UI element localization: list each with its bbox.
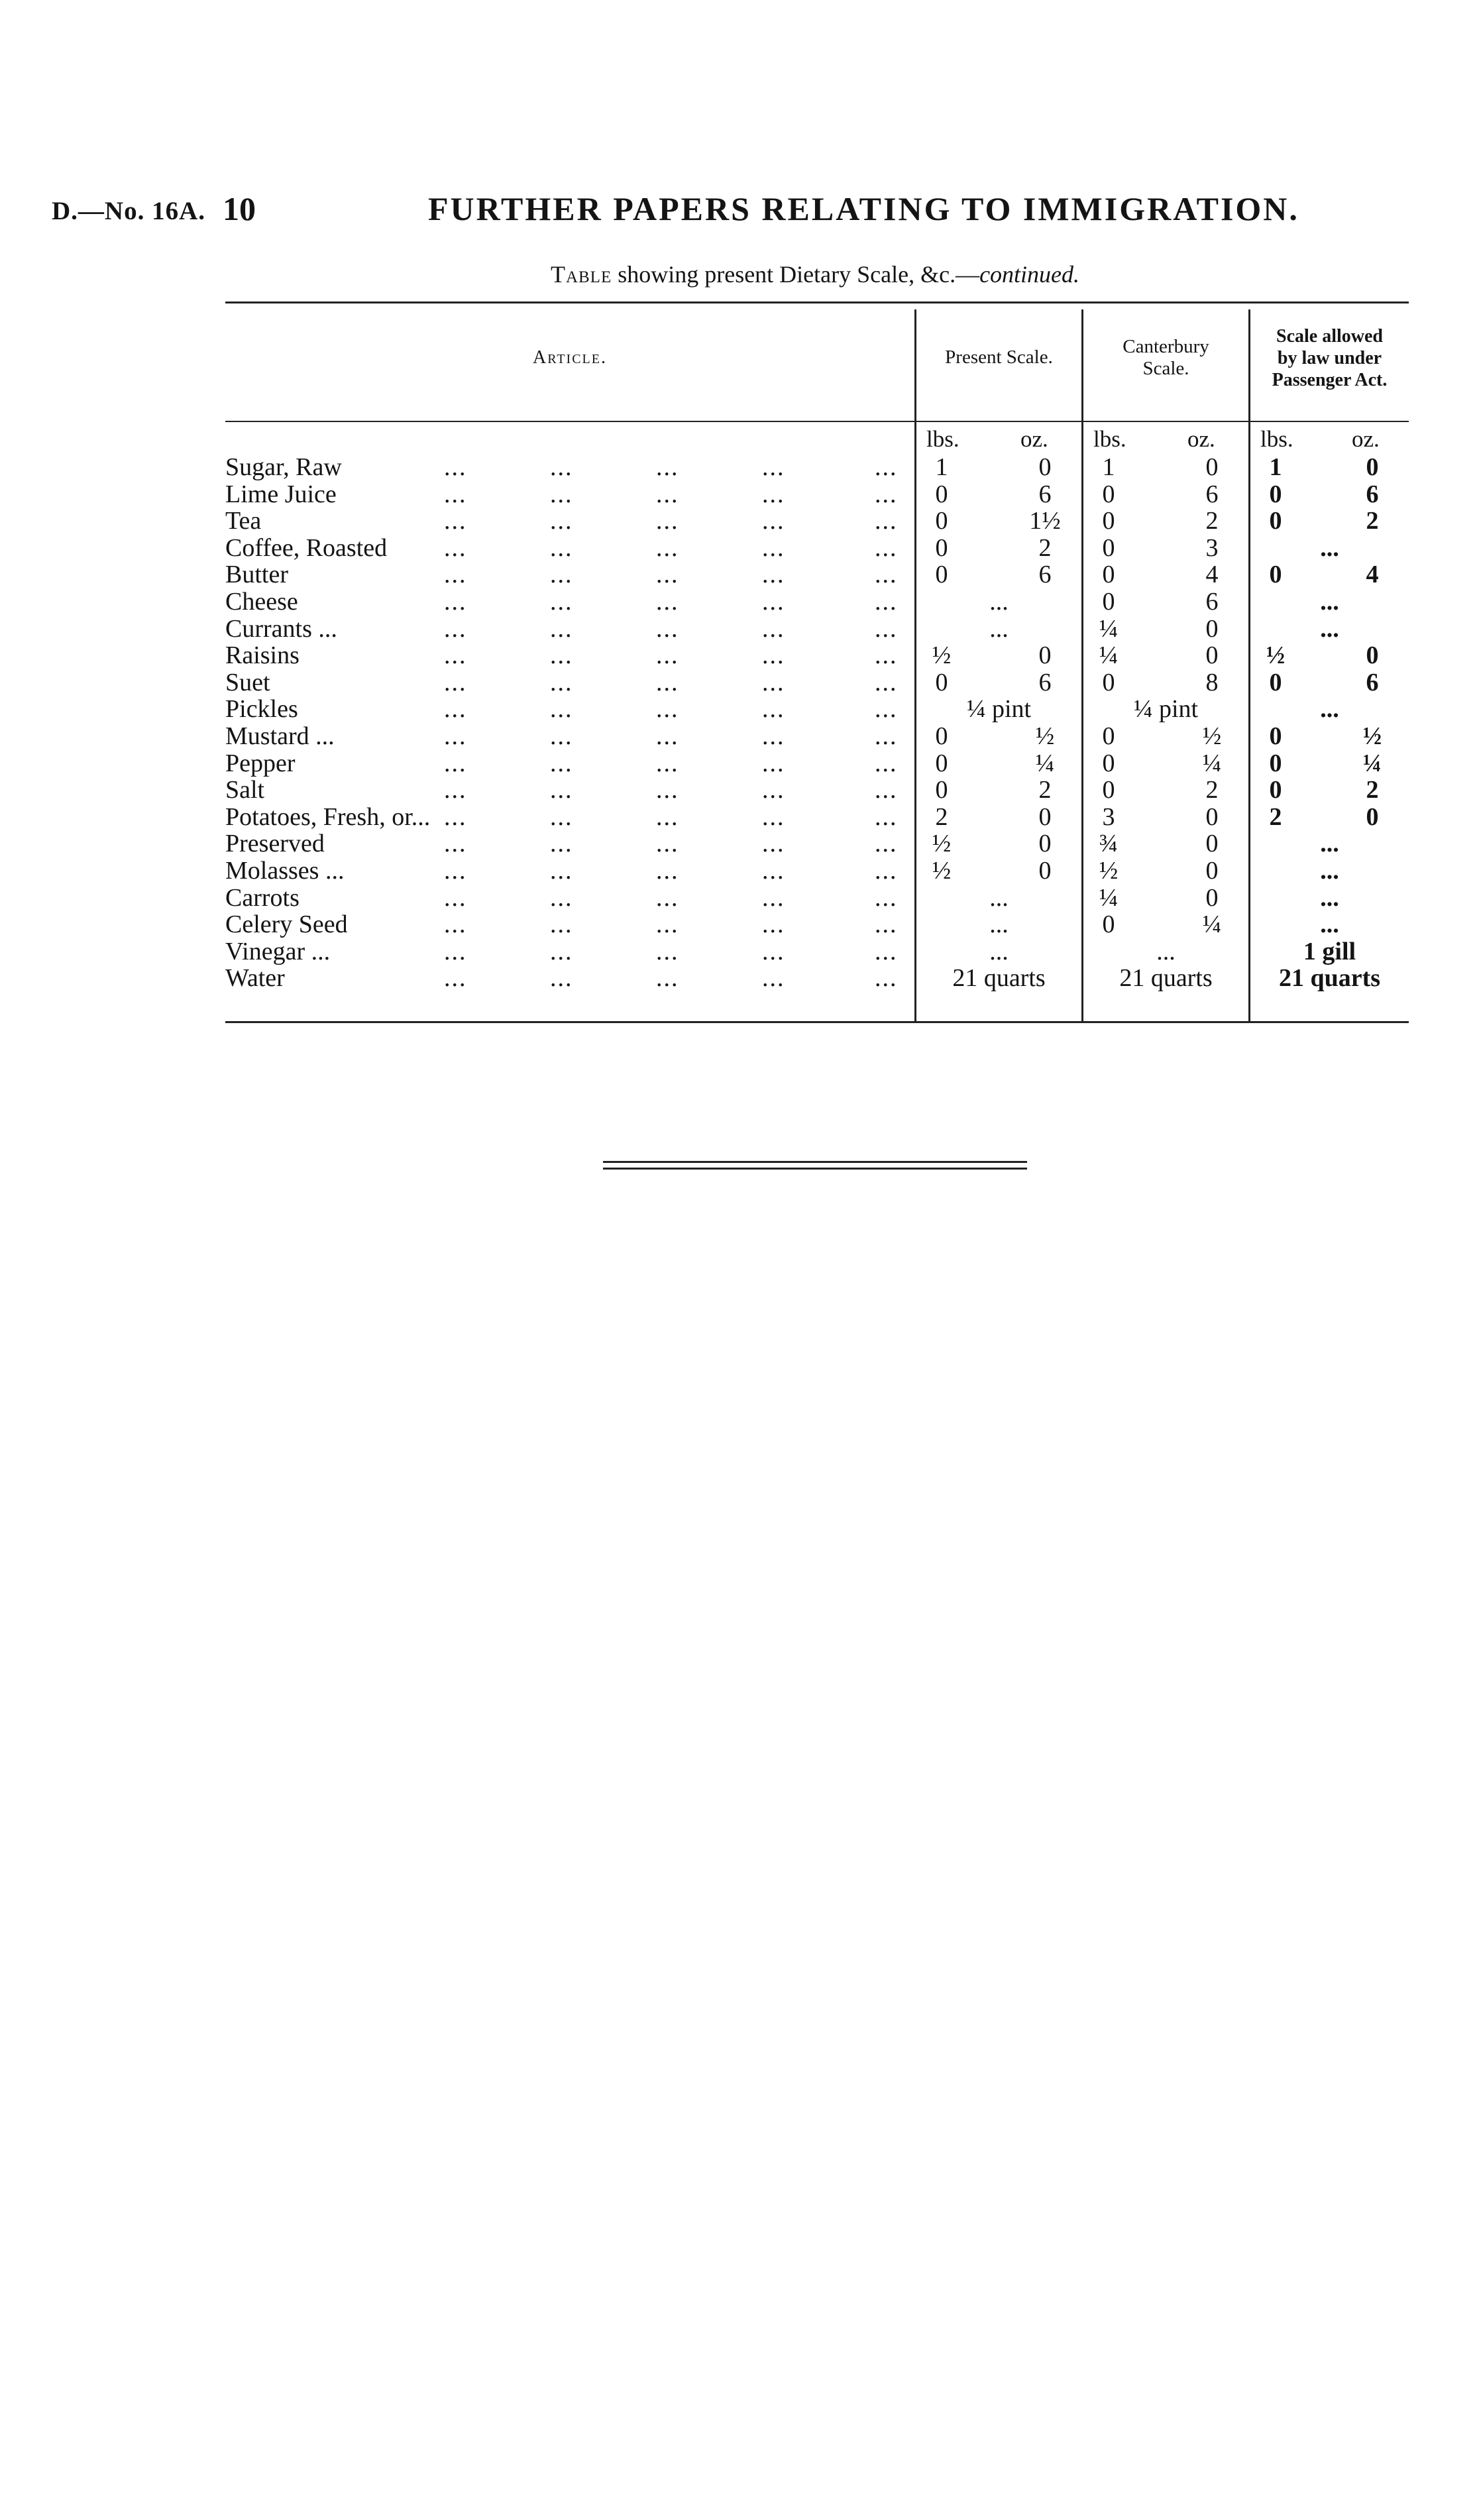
dot-leader: ... bbox=[656, 533, 679, 562]
dot-leader: ... bbox=[656, 883, 679, 912]
dot-leader: ... bbox=[550, 722, 573, 750]
law-oz: ½ bbox=[1362, 722, 1382, 750]
canterbury-lbs: 0 bbox=[1102, 749, 1115, 777]
canterbury-oz: 8 bbox=[1205, 668, 1219, 696]
table-row bbox=[225, 965, 1409, 992]
dot-leader: ... bbox=[656, 453, 679, 481]
dot-leader: ... bbox=[762, 533, 785, 562]
dot-leader: ... bbox=[762, 614, 785, 643]
law-oz: ¼ bbox=[1362, 749, 1382, 777]
table-row bbox=[225, 804, 1409, 831]
article-name: Vinegar ... bbox=[225, 937, 331, 965]
dot-leader: ... bbox=[444, 802, 467, 831]
law-lbs: 0 bbox=[1269, 507, 1282, 535]
canterbury-value: ¼ pint bbox=[1133, 695, 1199, 724]
caption-tail: continued. bbox=[979, 261, 1080, 288]
canterbury-lbs: ¼ bbox=[1099, 641, 1119, 670]
dot-leader: ... bbox=[550, 883, 573, 912]
article-name: Pickles bbox=[225, 695, 298, 724]
unit-lbs: lbs. bbox=[1093, 426, 1126, 452]
dot-leader: ... bbox=[550, 587, 573, 616]
dot-leader: ... bbox=[762, 776, 785, 804]
dot-leader: ... bbox=[875, 856, 898, 885]
present-oz: ¼ bbox=[1035, 749, 1055, 777]
dot-leader: ... bbox=[444, 722, 467, 750]
dot-leader: ... bbox=[762, 749, 785, 777]
canterbury-lbs: ¼ bbox=[1099, 883, 1119, 912]
canterbury-lbs: 0 bbox=[1102, 480, 1115, 508]
dot-leader: ... bbox=[875, 722, 898, 750]
dot-leader: ... bbox=[656, 507, 679, 535]
dot-leader: ... bbox=[550, 614, 573, 643]
canterbury-oz: 0 bbox=[1205, 830, 1219, 858]
law-oz: 0 bbox=[1366, 641, 1379, 670]
canterbury-lbs: 0 bbox=[1102, 910, 1115, 939]
canterbury-value: ... bbox=[1156, 937, 1176, 965]
law-value: ... bbox=[1320, 830, 1339, 858]
canterbury-lbs: 0 bbox=[1102, 533, 1115, 562]
table-row bbox=[225, 777, 1409, 804]
law-value: ... bbox=[1320, 614, 1339, 643]
dot-leader: ... bbox=[762, 910, 785, 939]
page-title: FURTHER PAPERS RELATING TO IMMIGRATION. bbox=[428, 190, 1299, 227]
present-lbs: 0 bbox=[935, 668, 948, 696]
article-name: Preserved bbox=[225, 830, 325, 858]
dot-leader: ... bbox=[762, 641, 785, 670]
unit-oz: oz. bbox=[1020, 426, 1048, 452]
present-oz: 2 bbox=[1038, 533, 1052, 562]
table-row bbox=[225, 561, 1409, 588]
table-row bbox=[225, 911, 1409, 938]
law-header-line: by law under bbox=[1277, 348, 1382, 368]
table-row bbox=[225, 669, 1409, 696]
present-lbs: 0 bbox=[935, 749, 948, 777]
dietary-scale-table bbox=[225, 301, 1409, 1024]
dot-leader: ... bbox=[762, 668, 785, 696]
canterbury-oz: 0 bbox=[1205, 856, 1219, 885]
dot-leader: ... bbox=[762, 561, 785, 589]
unit-lbs: lbs. bbox=[926, 426, 959, 452]
law-lbs: 0 bbox=[1269, 776, 1282, 804]
canterbury-oz: 2 bbox=[1205, 776, 1219, 804]
dot-leader: ... bbox=[656, 641, 679, 670]
table-row bbox=[225, 508, 1409, 535]
dot-leader: ... bbox=[550, 910, 573, 939]
dot-leader: ... bbox=[550, 830, 573, 858]
dot-leader: ... bbox=[444, 695, 467, 724]
dot-leader: ... bbox=[875, 695, 898, 724]
canterbury-lbs: 0 bbox=[1102, 668, 1115, 696]
law-lbs: ½ bbox=[1266, 641, 1286, 670]
header-bottom-rule bbox=[225, 421, 1409, 422]
canterbury-oz: 0 bbox=[1205, 614, 1219, 643]
dot-leader: ... bbox=[444, 856, 467, 885]
present-oz: 0 bbox=[1038, 453, 1052, 481]
law-lbs: 2 bbox=[1269, 802, 1282, 831]
canterbury-oz: 6 bbox=[1205, 587, 1219, 616]
dot-leader: ... bbox=[762, 937, 785, 965]
closing-rule bbox=[603, 1168, 1027, 1170]
canterbury-oz: 2 bbox=[1205, 507, 1219, 535]
present-lbs: 0 bbox=[935, 480, 948, 508]
dot-leader: ... bbox=[762, 480, 785, 508]
dot-leader: ... bbox=[875, 507, 898, 535]
column-header-law-scale bbox=[1250, 325, 1409, 391]
table-row bbox=[225, 642, 1409, 669]
law-oz: 6 bbox=[1366, 668, 1379, 696]
dot-leader: ... bbox=[656, 695, 679, 724]
table-row bbox=[225, 857, 1409, 885]
dot-leader: ... bbox=[875, 561, 898, 589]
article-name: Water bbox=[225, 964, 285, 993]
present-lbs: 0 bbox=[935, 722, 948, 750]
law-lbs: 0 bbox=[1269, 668, 1282, 696]
dot-leader: ... bbox=[656, 910, 679, 939]
article-name: Carrots bbox=[225, 883, 300, 912]
present-oz: 6 bbox=[1038, 561, 1052, 589]
canterbury-oz: 0 bbox=[1205, 802, 1219, 831]
article-name: Salt bbox=[225, 776, 265, 804]
dot-leader: ... bbox=[550, 937, 573, 965]
dot-leader: ... bbox=[550, 480, 573, 508]
present-lbs: 0 bbox=[935, 776, 948, 804]
article-name: Currants ... bbox=[225, 614, 337, 643]
dot-leader: ... bbox=[656, 668, 679, 696]
dot-leader: ... bbox=[444, 776, 467, 804]
present-oz: 1½ bbox=[1029, 507, 1061, 535]
dot-leader: ... bbox=[875, 776, 898, 804]
table-row bbox=[225, 938, 1409, 965]
table-body bbox=[225, 454, 1409, 992]
dot-leader: ... bbox=[550, 533, 573, 562]
unit-lbs: lbs. bbox=[1260, 426, 1293, 452]
table-row bbox=[225, 696, 1409, 723]
present-value: ... bbox=[989, 910, 1009, 939]
law-oz: 6 bbox=[1366, 480, 1379, 508]
canterbury-lbs: ¼ bbox=[1099, 614, 1119, 643]
canterbury-lbs: 1 bbox=[1102, 453, 1115, 481]
canterbury-lbs: ¾ bbox=[1099, 830, 1119, 858]
table-row bbox=[225, 750, 1409, 777]
article-name: Tea bbox=[225, 507, 262, 535]
table-bottom-rule bbox=[225, 1021, 1409, 1023]
law-lbs: 0 bbox=[1269, 722, 1282, 750]
column-header-present-scale: Present Scale. bbox=[945, 347, 1053, 368]
present-lbs: 2 bbox=[935, 802, 948, 831]
canterbury-oz: 0 bbox=[1205, 641, 1219, 670]
table-row bbox=[225, 616, 1409, 643]
article-name: Suet bbox=[225, 668, 270, 696]
present-oz: 0 bbox=[1038, 641, 1052, 670]
canterbury-value: 21 quarts bbox=[1119, 964, 1213, 993]
dot-leader: ... bbox=[444, 533, 467, 562]
law-value: 21 quarts bbox=[1278, 964, 1381, 993]
law-value: 1 gill bbox=[1303, 937, 1356, 965]
unit-oz: oz. bbox=[1187, 426, 1215, 452]
dot-leader: ... bbox=[550, 695, 573, 724]
dot-leader: ... bbox=[762, 964, 785, 993]
dot-leader: ... bbox=[444, 883, 467, 912]
present-lbs: 1 bbox=[935, 453, 948, 481]
dot-leader: ... bbox=[444, 964, 467, 993]
table-row bbox=[225, 481, 1409, 508]
dot-leader: ... bbox=[656, 480, 679, 508]
dot-leader: ... bbox=[444, 668, 467, 696]
dot-leader: ... bbox=[444, 937, 467, 965]
dot-leader: ... bbox=[875, 641, 898, 670]
dot-leader: ... bbox=[875, 614, 898, 643]
dot-leader: ... bbox=[875, 937, 898, 965]
law-oz: 0 bbox=[1366, 453, 1379, 481]
dot-leader: ... bbox=[875, 910, 898, 939]
table-row bbox=[225, 454, 1409, 481]
article-name: Raisins bbox=[225, 641, 300, 670]
present-lbs: 0 bbox=[935, 533, 948, 562]
dot-leader: ... bbox=[444, 587, 467, 616]
present-oz: 0 bbox=[1038, 802, 1052, 831]
canterbury-lbs: ½ bbox=[1099, 856, 1119, 885]
present-value: ¼ pint bbox=[966, 695, 1032, 724]
dot-leader: ... bbox=[762, 453, 785, 481]
dot-leader: ... bbox=[656, 937, 679, 965]
present-oz: 6 bbox=[1038, 668, 1052, 696]
article-name: Sugar, Raw bbox=[225, 453, 342, 481]
dot-leader: ... bbox=[444, 749, 467, 777]
page-header bbox=[52, 187, 1430, 233]
dot-leader: ... bbox=[444, 453, 467, 481]
dot-leader: ... bbox=[550, 749, 573, 777]
dot-leader: ... bbox=[875, 964, 898, 993]
closing-rule bbox=[603, 1161, 1027, 1163]
dot-leader: ... bbox=[550, 561, 573, 589]
caption-lead: Table bbox=[550, 261, 612, 288]
dot-leader: ... bbox=[656, 587, 679, 616]
dot-leader: ... bbox=[656, 722, 679, 750]
canterbury-oz: 0 bbox=[1205, 883, 1219, 912]
dot-leader: ... bbox=[762, 856, 785, 885]
dot-leader: ... bbox=[444, 561, 467, 589]
present-value: ... bbox=[989, 883, 1009, 912]
canterbury-lbs: 0 bbox=[1102, 561, 1115, 589]
canterbury-header-line: Scale. bbox=[1142, 358, 1189, 379]
column-header-canterbury-scale bbox=[1083, 336, 1248, 380]
present-lbs: 0 bbox=[935, 507, 948, 535]
dot-leader: ... bbox=[550, 453, 573, 481]
dot-leader: ... bbox=[656, 856, 679, 885]
article-name: Celery Seed bbox=[225, 910, 348, 939]
dot-leader: ... bbox=[550, 507, 573, 535]
article-name: Mustard ... bbox=[225, 722, 335, 750]
dot-leader: ... bbox=[762, 830, 785, 858]
dot-leader: ... bbox=[875, 587, 898, 616]
present-lbs: ½ bbox=[932, 856, 952, 885]
caption-middle: showing present Dietary Scale, &c.— bbox=[612, 261, 980, 288]
dot-leader: ... bbox=[762, 802, 785, 831]
canterbury-oz: 6 bbox=[1205, 480, 1219, 508]
dot-leader: ... bbox=[550, 668, 573, 696]
dot-leader: ... bbox=[762, 722, 785, 750]
canterbury-lbs: 0 bbox=[1102, 587, 1115, 616]
present-oz: 2 bbox=[1038, 776, 1052, 804]
dot-leader: ... bbox=[444, 830, 467, 858]
canterbury-header-line: Canterbury bbox=[1123, 336, 1209, 357]
law-header-line: Passenger Act. bbox=[1272, 370, 1388, 390]
canterbury-lbs: 3 bbox=[1102, 802, 1115, 831]
column-header-article: Article. bbox=[532, 347, 607, 368]
dot-leader: ... bbox=[550, 776, 573, 804]
law-lbs: 0 bbox=[1269, 561, 1282, 589]
dot-leader: ... bbox=[656, 802, 679, 831]
dot-leader: ... bbox=[656, 561, 679, 589]
dot-leader: ... bbox=[444, 480, 467, 508]
table-row bbox=[225, 830, 1409, 857]
dot-leader: ... bbox=[875, 668, 898, 696]
article-name: Butter bbox=[225, 561, 288, 589]
canterbury-lbs: 0 bbox=[1102, 722, 1115, 750]
dot-leader: ... bbox=[550, 856, 573, 885]
dot-leader: ... bbox=[656, 749, 679, 777]
canterbury-oz: 4 bbox=[1205, 561, 1219, 589]
article-name: Molasses ... bbox=[225, 856, 345, 885]
dot-leader: ... bbox=[550, 802, 573, 831]
dot-leader: ... bbox=[550, 641, 573, 670]
canterbury-oz: ¼ bbox=[1202, 910, 1222, 939]
present-value: ... bbox=[989, 937, 1009, 965]
dot-leader: ... bbox=[762, 587, 785, 616]
law-value: ... bbox=[1320, 587, 1339, 616]
present-value: ... bbox=[989, 614, 1009, 643]
dot-leader: ... bbox=[444, 614, 467, 643]
present-oz: 6 bbox=[1038, 480, 1052, 508]
law-lbs: 0 bbox=[1269, 749, 1282, 777]
dot-leader: ... bbox=[875, 453, 898, 481]
canterbury-oz: 3 bbox=[1205, 533, 1219, 562]
table-caption bbox=[225, 260, 1405, 288]
dot-leader: ... bbox=[444, 910, 467, 939]
present-value: ... bbox=[989, 587, 1009, 616]
article-name: Cheese bbox=[225, 587, 298, 616]
law-value: ... bbox=[1320, 695, 1339, 724]
dot-leader: ... bbox=[550, 964, 573, 993]
dot-leader: ... bbox=[762, 507, 785, 535]
table-row bbox=[225, 588, 1409, 616]
article-name: Coffee, Roasted bbox=[225, 533, 388, 562]
present-value: 21 quarts bbox=[952, 964, 1046, 993]
law-value: ... bbox=[1320, 856, 1339, 885]
dot-leader: ... bbox=[444, 641, 467, 670]
law-header-line: Scale allowed bbox=[1276, 326, 1383, 347]
article-name: Potatoes, Fresh, or... bbox=[225, 802, 431, 831]
table-row bbox=[225, 885, 1409, 912]
present-lbs: 0 bbox=[935, 561, 948, 589]
law-value: ... bbox=[1320, 533, 1339, 562]
law-oz: 0 bbox=[1366, 802, 1379, 831]
unit-oz: oz. bbox=[1352, 426, 1380, 452]
dot-leader: ... bbox=[875, 749, 898, 777]
dot-leader: ... bbox=[875, 480, 898, 508]
law-lbs: 1 bbox=[1269, 453, 1282, 481]
table-row bbox=[225, 535, 1409, 562]
dot-leader: ... bbox=[656, 830, 679, 858]
present-oz: 0 bbox=[1038, 856, 1052, 885]
dot-leader: ... bbox=[656, 614, 679, 643]
present-lbs: ½ bbox=[932, 641, 952, 670]
law-value: ... bbox=[1320, 910, 1339, 939]
dot-leader: ... bbox=[656, 776, 679, 804]
document-reference: D.—No. 16A. bbox=[52, 197, 205, 225]
law-value: ... bbox=[1320, 883, 1339, 912]
present-oz: 0 bbox=[1038, 830, 1052, 858]
canterbury-lbs: 0 bbox=[1102, 507, 1115, 535]
dot-leader: ... bbox=[762, 883, 785, 912]
table-row bbox=[225, 723, 1409, 750]
page-number: 10 bbox=[223, 190, 256, 227]
law-oz: 4 bbox=[1366, 561, 1379, 589]
dot-leader: ... bbox=[875, 533, 898, 562]
canterbury-oz: ¼ bbox=[1202, 749, 1222, 777]
law-oz: 2 bbox=[1366, 507, 1379, 535]
dot-leader: ... bbox=[762, 695, 785, 724]
law-lbs: 0 bbox=[1269, 480, 1282, 508]
dot-leader: ... bbox=[875, 830, 898, 858]
dot-leader: ... bbox=[444, 507, 467, 535]
article-name: Pepper bbox=[225, 749, 296, 777]
article-name: Lime Juice bbox=[225, 480, 337, 508]
dot-leader: ... bbox=[656, 964, 679, 993]
law-oz: 2 bbox=[1366, 776, 1379, 804]
canterbury-lbs: 0 bbox=[1102, 776, 1115, 804]
table-top-rule bbox=[225, 301, 1409, 303]
canterbury-oz: 0 bbox=[1205, 453, 1219, 481]
present-lbs: ½ bbox=[932, 830, 952, 858]
dot-leader: ... bbox=[875, 802, 898, 831]
present-oz: ½ bbox=[1035, 722, 1055, 750]
canterbury-oz: ½ bbox=[1202, 722, 1222, 750]
dot-leader: ... bbox=[875, 883, 898, 912]
